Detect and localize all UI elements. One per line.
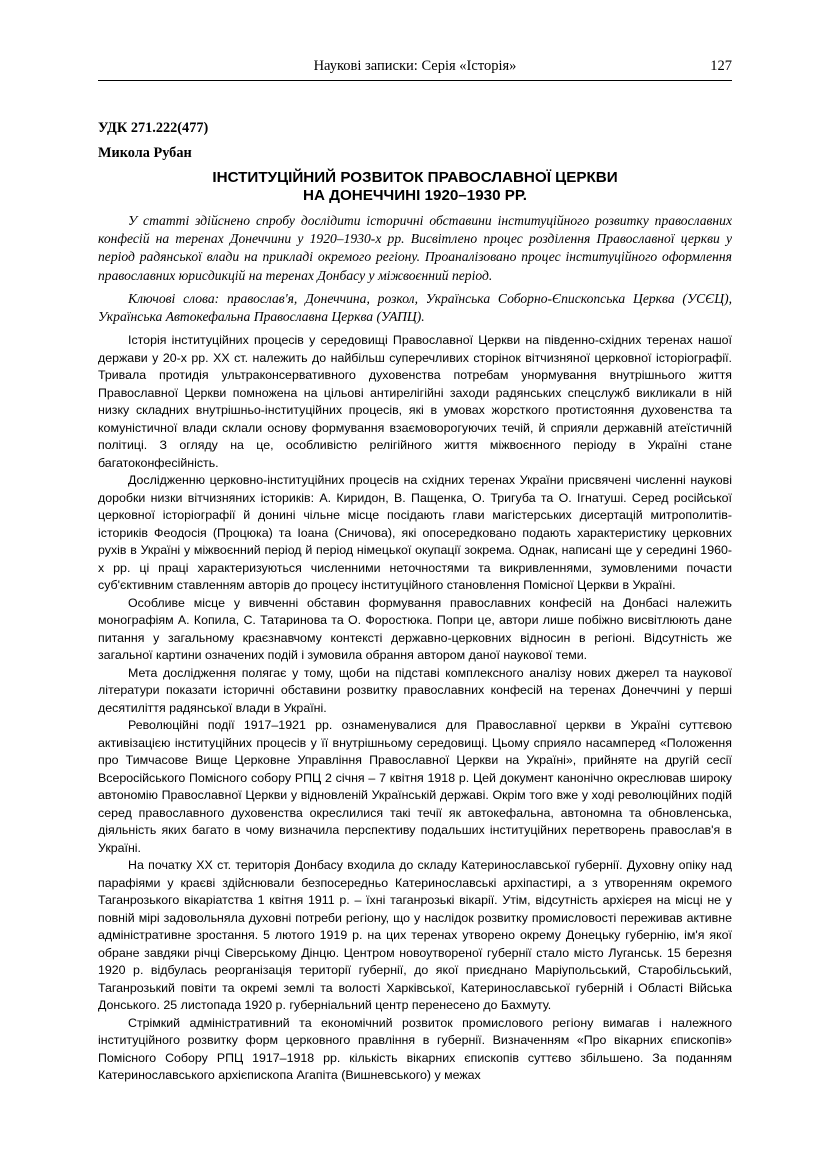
header-rule [98,80,732,81]
body-paragraph: Дослідженню церковно-інституційних процесів на східних теренах України присвячені численні наукові доробки низки вітчизняних істориків: А. Киридон, В. Пащенка, О. Тригуба та О. Ігнатуші. Серед російської церковної історіографії й донині чільне місце посідають глави магістерських дисертацій митрополитів-істориків Феодосія (Процюка) та Іоана (Сничова), які опосередковано подають характеристику церковних рухів в Україні у міжвоєнний період й період німецької окупації зокрема. Однак, написані ще у середині 1960-х рр. ці праці характеризуються численними неточностями та викривленнями, зумовленими почасти суб'єктивним ставленням авторів до процесу інституційного становлення Помісної Церкви в Україні. [98,473,732,592]
author-name: Микола Рубан [98,145,192,161]
title-line-2: НА ДОНЕЧЧИНІ 1920–1930 РР. [303,187,527,204]
abstract: У статті здійснено спробу дослідити історичні обставини інституційного розвитку православних конфесій на теренах Донеччини у 1920–1930-х рр. Висвітлено процес розділення Православної церкви у період радянської влади на прикладі окремого регіону. Проаналізовано процес інституційного оформлення православних юрисдикцій на теренах Донбасу у міжвоєнний період. [98,213,732,283]
article-title [98,169,732,205]
body-paragraph: Історія інституційних процесів у середовищі Православної Церкви на південно-східних теренах нашої держави у 20-х рр. ХХ ст. належить до найбільш суперечливих сторінок вітчизняної церковної історіографії. Тривала протидія ультраконсервативного духовенства потребам унормування внутрішнього життя Православної Церкви помножена на цільові антирелігійні заходи радянських спецслужб викликали в ній низку складних внутрішньо-інституційних процесів, які в умовах жорсткого протистояння духовенства та комуністичної влади склали основу формування взаємоворогуючих течій, й сприяли державній атеїстичній політиці. З огляду на це, особливістю релігійного життя міжвоєнного періоду в Україні стане багатоконфесійність. [98,333,732,470]
keywords: Ключові слова: православ'я, Донеччина, розкол, Українська Соборно-Єпископська Церква (УСЄЦ), Українська Автокефальна Православна Церква (УАПЦ). [98,291,732,325]
journal-series: Наукові записки: Серія «Історія» [313,58,517,74]
body-paragraph: Особливе місце у вивченні обставин формування православних конфесій на Донбасі належить монографіям А. Копила, С. Татаринова та О. Форостюка. Попри це, автори лише побіжно висвітлюють дане питання у загальному краєзнавчому контексті державно-церковних відносин в регіоні. Відсутність же загальної картини означених подій і зумовила обрання автором даної наукової теми. [98,595,732,662]
title-line-1: ІНСТИТУЦІЙНИЙ РОЗВИТОК ПРАВОСЛАВНОЇ ЦЕРКВИ [212,169,618,186]
running-header [98,58,732,80]
body-paragraph: Стрімкий адміністративний та економічний розвиток промислового регіону вимагав і належного інституційного розвитку форм церковного правління в губернії. Визначенням «Про вікарних єпископів» Помісного Собору РПЦ 1917–1918 рр. кількість вікарних єпископів суттєво збільшено. За поданням Катеринославського архієпископа Агапіта (Вишневського) у межах [98,1015,732,1082]
body-paragraph: Революційні події 1917–1921 рр. ознаменувалися для Православної церкви в Україні суттєвою активізацією інституційних процесів у її внутрішньому середовищі. Цьому сприяло насамперед «Положення про Тимчасове Вище Церковне Управління Православної Церкви на Україні», прийняте на другій сесії Всеросійського Помісного собору РПЦ 2 січня – 7 квітня 1918 р. Цей документ канонічно окреслював широку автономію Православної Церкви у відновленій Українській державі. Окрім того вже у ході революційних подій серед православного духовенства окреслилися такі течії як автокефальна, автономна та обновленська, діяльність яких багато в чому визначила перспективу подальших інституційних перетворень православ'я в Україні. [98,718,732,855]
body-text [98,332,732,1085]
body-paragraph: Мета дослідження полягає у тому, щоби на підставі комплексного аналізу нових джерел та наукової літератури показати історичні обставини розвитку православних конфесій на теренах Донеччині у перші десятиліття радянської влади в Україні. [98,665,732,715]
body-paragraph: На початку ХХ ст. територія Донбасу входила до складу Катеринославської губернії. Духовну опіку над парафіями у краєві здійснювали безпосередньо Катеринославські архіпастирі, а з утворенням окремого Таганрозького вікаріатства 1 квітня 1911 р. – їхні таганрозькі вікарії. Утім, відсутність архієрея на місці не у повній мірі задовольняла духовні потреби регіону, що у наслідок розвитку промисловості переживав активне адміністративне зростання. 5 лютого 1919 р. на цих теренах утворено окрему Донецьку губернію, ім'я якої обране завдяки річці Сіверському Дінцю. Центром новоутвореної губернії стало місто Луганськ. 15 березня 1920 р. відбулась реорганізація території губернії, до якої приєднано Маріупольський, Старобільський, Таганрозький повіти та окремі землі та волості Харківської, Катеринославської губерній і Області Війська Донського. 25 листопада 1920 р. губерніальний центр перенесено до Бахмуту. [98,858,732,1012]
udc-code: УДК 271.222(477) [98,120,209,136]
page-number: 127 [710,58,732,74]
